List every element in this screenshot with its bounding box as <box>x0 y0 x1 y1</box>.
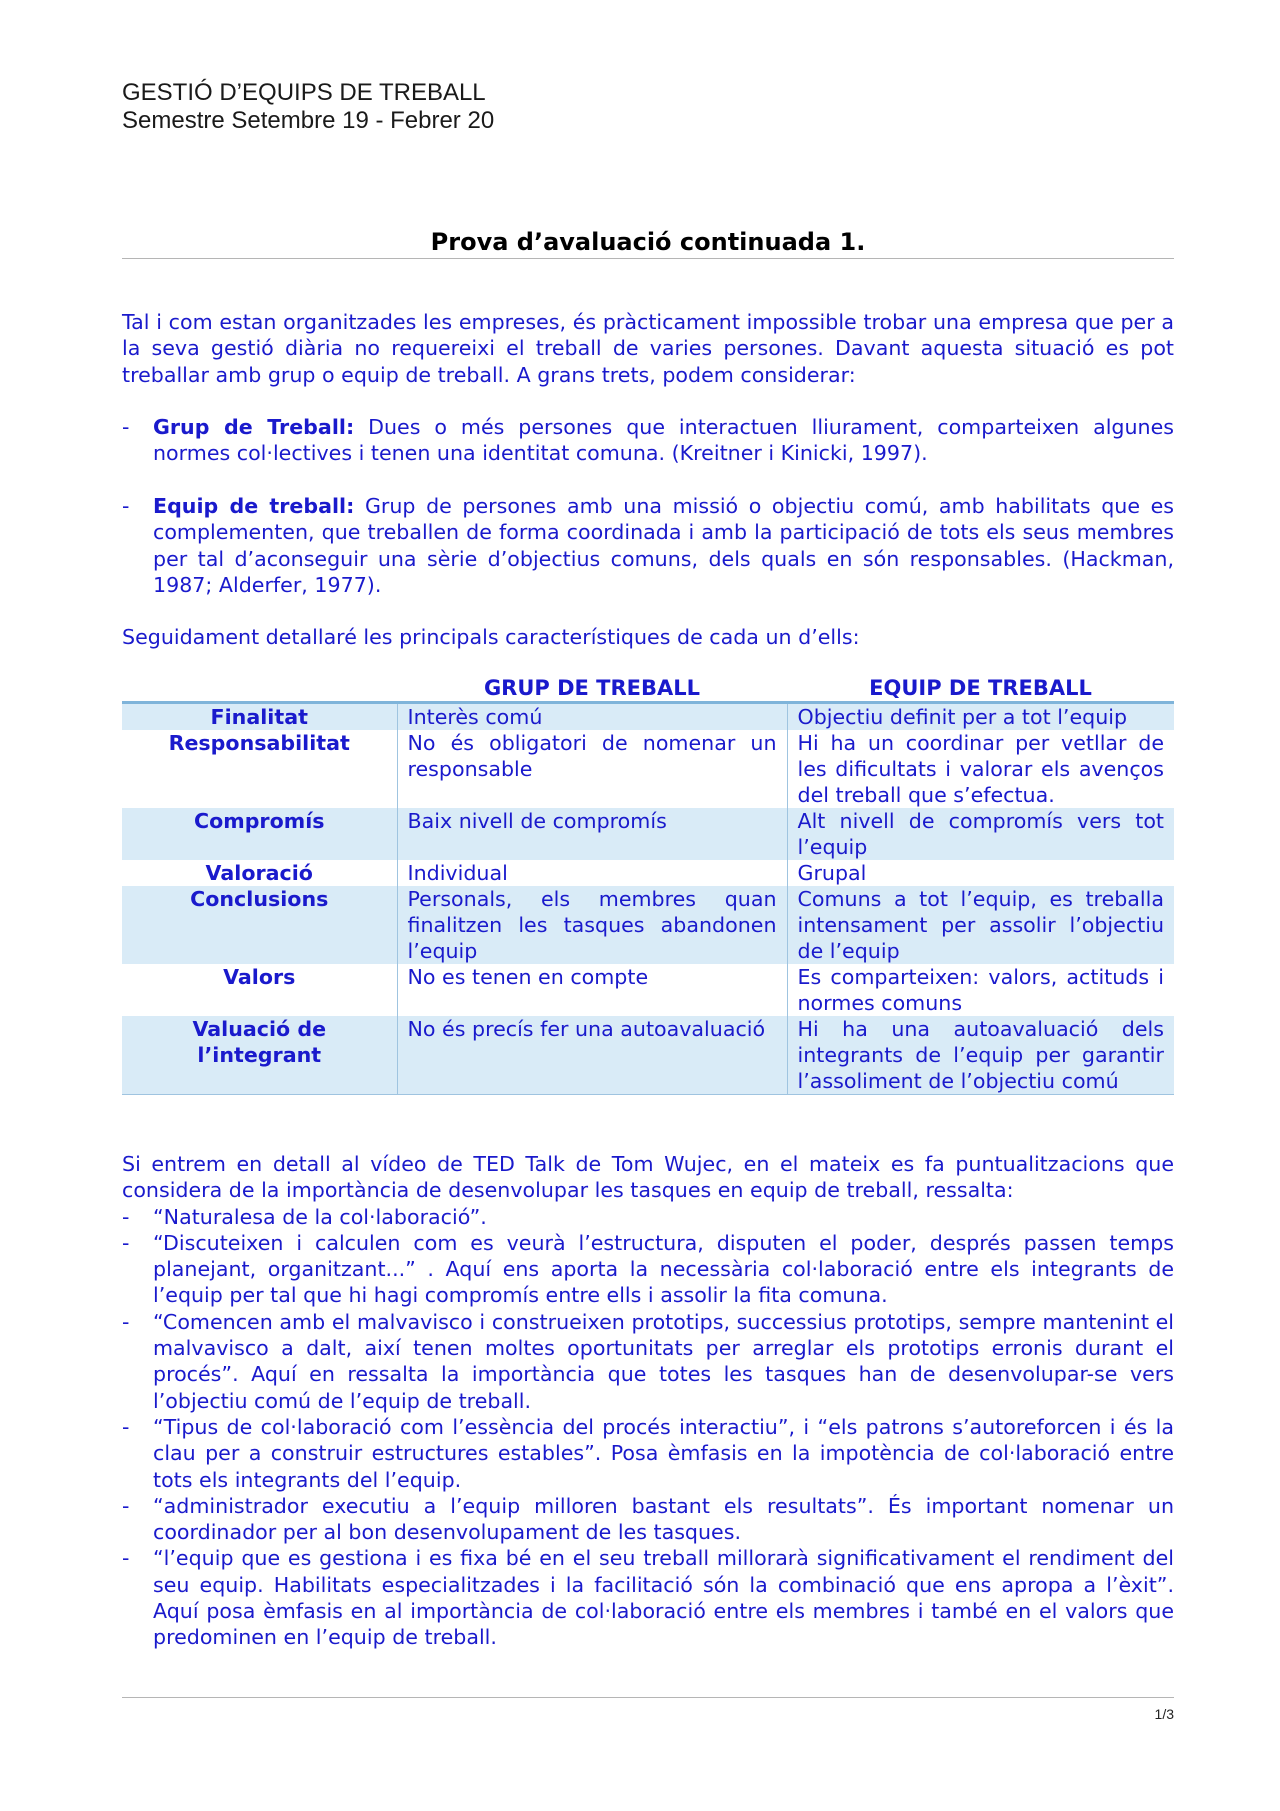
header-grup-de-treball: GRUP DE TREBALL <box>483 676 701 700</box>
footer-divider <box>122 1697 1174 1698</box>
page-number: 1/3 <box>1154 1706 1174 1722</box>
grup-cell: No és precís fer una autoavaluació <box>397 1016 787 1095</box>
bullet-dash: - <box>122 1230 130 1255</box>
table-row <box>122 886 1174 964</box>
row-label: Conclusions <box>122 886 397 964</box>
equip-cell: Objectiu definit per a tot l’equip <box>787 703 1174 731</box>
definition-item <box>122 414 1174 467</box>
grup-cell: No es tenen en compte <box>397 964 787 1016</box>
list-item-text: “Naturalesa de la col·laboració”. <box>153 1204 487 1229</box>
ted-section <box>122 1151 1174 1651</box>
bullet-dash: - <box>122 415 130 439</box>
equip-cell: Alt nivell de compromís vers tot l’equip <box>787 808 1174 860</box>
header-equip-de-treball: EQUIP DE TREBALL <box>869 676 1092 700</box>
list-item <box>122 1414 1174 1493</box>
row-label: Responsabilitat <box>168 731 350 755</box>
definition-text: Grup de persones amb una missió o objectiu comú, amb habilitats que es complementen, que treballen de forma coordinada i amb la participació de tots els seus membres per tal d’aconseguir una sèrie d’objectius comuns, dels quals en són responsables. (Hackman, 1987; Alderfer, 1977). <box>153 494 1174 597</box>
equip-cell: Comuns a tot l’equip, es treballa intensament per assolir l’objectiu de l’equip <box>787 886 1174 964</box>
bullet-dash: - <box>122 1309 130 1334</box>
grup-cell: Individual <box>397 860 787 886</box>
table-row <box>122 964 1174 1016</box>
grup-cell: No és obligatori de nomenar un responsable <box>397 730 787 808</box>
list-item <box>122 1493 1174 1546</box>
equip-cell: Hi ha una autoavaluació dels integrants de l’equip per garantir l’assoliment de l’objectiu comú <box>787 1016 1174 1095</box>
definition-text: Dues o més persones que interactuen lliurament, comparteixen algunes normes col·lectives i tenen una identitat comuna. (Kreitner i Kinicki, 1997). <box>153 415 1174 466</box>
row-label: Finalitat <box>122 703 397 731</box>
bullet-dash: - <box>122 494 130 518</box>
table-row <box>122 808 1174 860</box>
equip-cell: Es comparteixen: valors, actituds i normes comuns <box>787 964 1174 1016</box>
course-title: GESTIÓ D’EQUIPS DE TREBALL <box>122 79 486 106</box>
grup-cell: Baix nivell de compromís <box>397 808 787 860</box>
list-item-text: “l’equip que es gestiona i es fixa bé en el seu treball millorarà significativament el rendiment del seu equip. Habilitats especialitzades i la facilitació són la combinació que ens apropa a l’èxit”. Aquí posa èmfasis en al importància de col·laboració entre els membres i també en el valors que predominen en l’equip de treball. <box>153 1546 1174 1650</box>
definition-grup <box>122 414 1174 467</box>
table-row <box>122 1016 1174 1095</box>
table-row <box>122 730 1174 808</box>
list-item <box>122 1309 1174 1414</box>
bullet-dash: - <box>122 1414 130 1439</box>
table-row <box>122 860 1174 886</box>
grup-cell: Personals, els membres quan finalitzen les tasques abandonen l’equip <box>397 886 787 964</box>
list-item <box>122 1545 1174 1650</box>
bullet-dash: - <box>122 1493 130 1518</box>
row-label: Valors <box>223 965 296 989</box>
intro-paragraph: Tal i com estan organitzades les empreses, és pràcticament impossible trobar una empresa que per a la seva gestió diària no requereixi el treball de varies persones. Davant aquesta situació es pot treballar amb grup o equip de treball. A grans trets, podem considerar: <box>122 310 1174 387</box>
grup-cell: Interès comú <box>397 703 787 731</box>
list-item-text: “Tipus de col·laboració com l’essència del procés interactiu”, i “els patrons s’autoreforcen i és la clau per a construir estructures estables”. Posa èmfasis en la impotència de col·laboració entre tots els integrants del l’equip. <box>153 1414 1174 1492</box>
list-item-text: “administrador executiu a l’equip milloren bastant els resultats”. És important nomenar un coordinador per al bon desenvolupament de les tasques. <box>153 1493 1174 1545</box>
definition-term: Grup de Treball: <box>153 415 355 439</box>
title-block <box>122 228 1174 259</box>
row-label: Valoració <box>205 861 313 885</box>
table-header-row <box>122 676 1174 702</box>
ted-intro: Si entrem en detall al vídeo de TED Talk de Tom Wujec, en el mateix es fa puntualitzacions que considera de la importància de desenvolupar les tasques en equip de treball, ressalta: <box>122 1152 1174 1203</box>
seguidament-paragraph: Seguidament detallaré les principals característiques de cada un d’ells: <box>122 625 860 649</box>
equip-cell: Hi ha un coordinar per vetllar de les dificultats i valorar els avenços del treball que s’efectua. <box>787 730 1174 808</box>
definition-item <box>122 493 1174 598</box>
bullet-dash: - <box>122 1546 130 1571</box>
definition-term: Equip de treball: <box>153 494 355 518</box>
list-item-text: “Comencen amb el malvavisco i construeixen prototips, successius prototips, sempre mantenint el malvavisco a dalt, així tenen moltes oportunitats per arreglar els prototips erronis durant el procés”. Aquí en ressalta la importància que totes les tasques han de desenvolupar-se vers l’objectiu comú de l’equip de treball. <box>153 1309 1174 1413</box>
row-label: Valuació de l’integrant <box>122 1016 397 1095</box>
table-row <box>122 703 1174 731</box>
list-item <box>122 1204 1174 1230</box>
comparison-table <box>122 701 1174 1095</box>
bullet-dash: - <box>122 1204 130 1229</box>
document-header <box>122 79 494 135</box>
equip-cell: Grupal <box>787 860 1174 886</box>
page-title: Prova d’avaluació continuada 1. <box>430 228 866 256</box>
list-item-text: “Discuteixen i calculen com es veurà l’estructura, disputen el poder, després passen temps planejant, organitzant...” . Aquí ens aporta la necessària col·laboració entre els integrants de l’equip per tal que hi hagi compromís entre ells i assolir la fita comuna. <box>153 1230 1174 1308</box>
list-item <box>122 1230 1174 1309</box>
semester-line: Semestre Setembre 19 - Febrer 20 <box>122 107 495 134</box>
row-label: Compromís <box>122 808 397 860</box>
definition-equip <box>122 493 1174 598</box>
